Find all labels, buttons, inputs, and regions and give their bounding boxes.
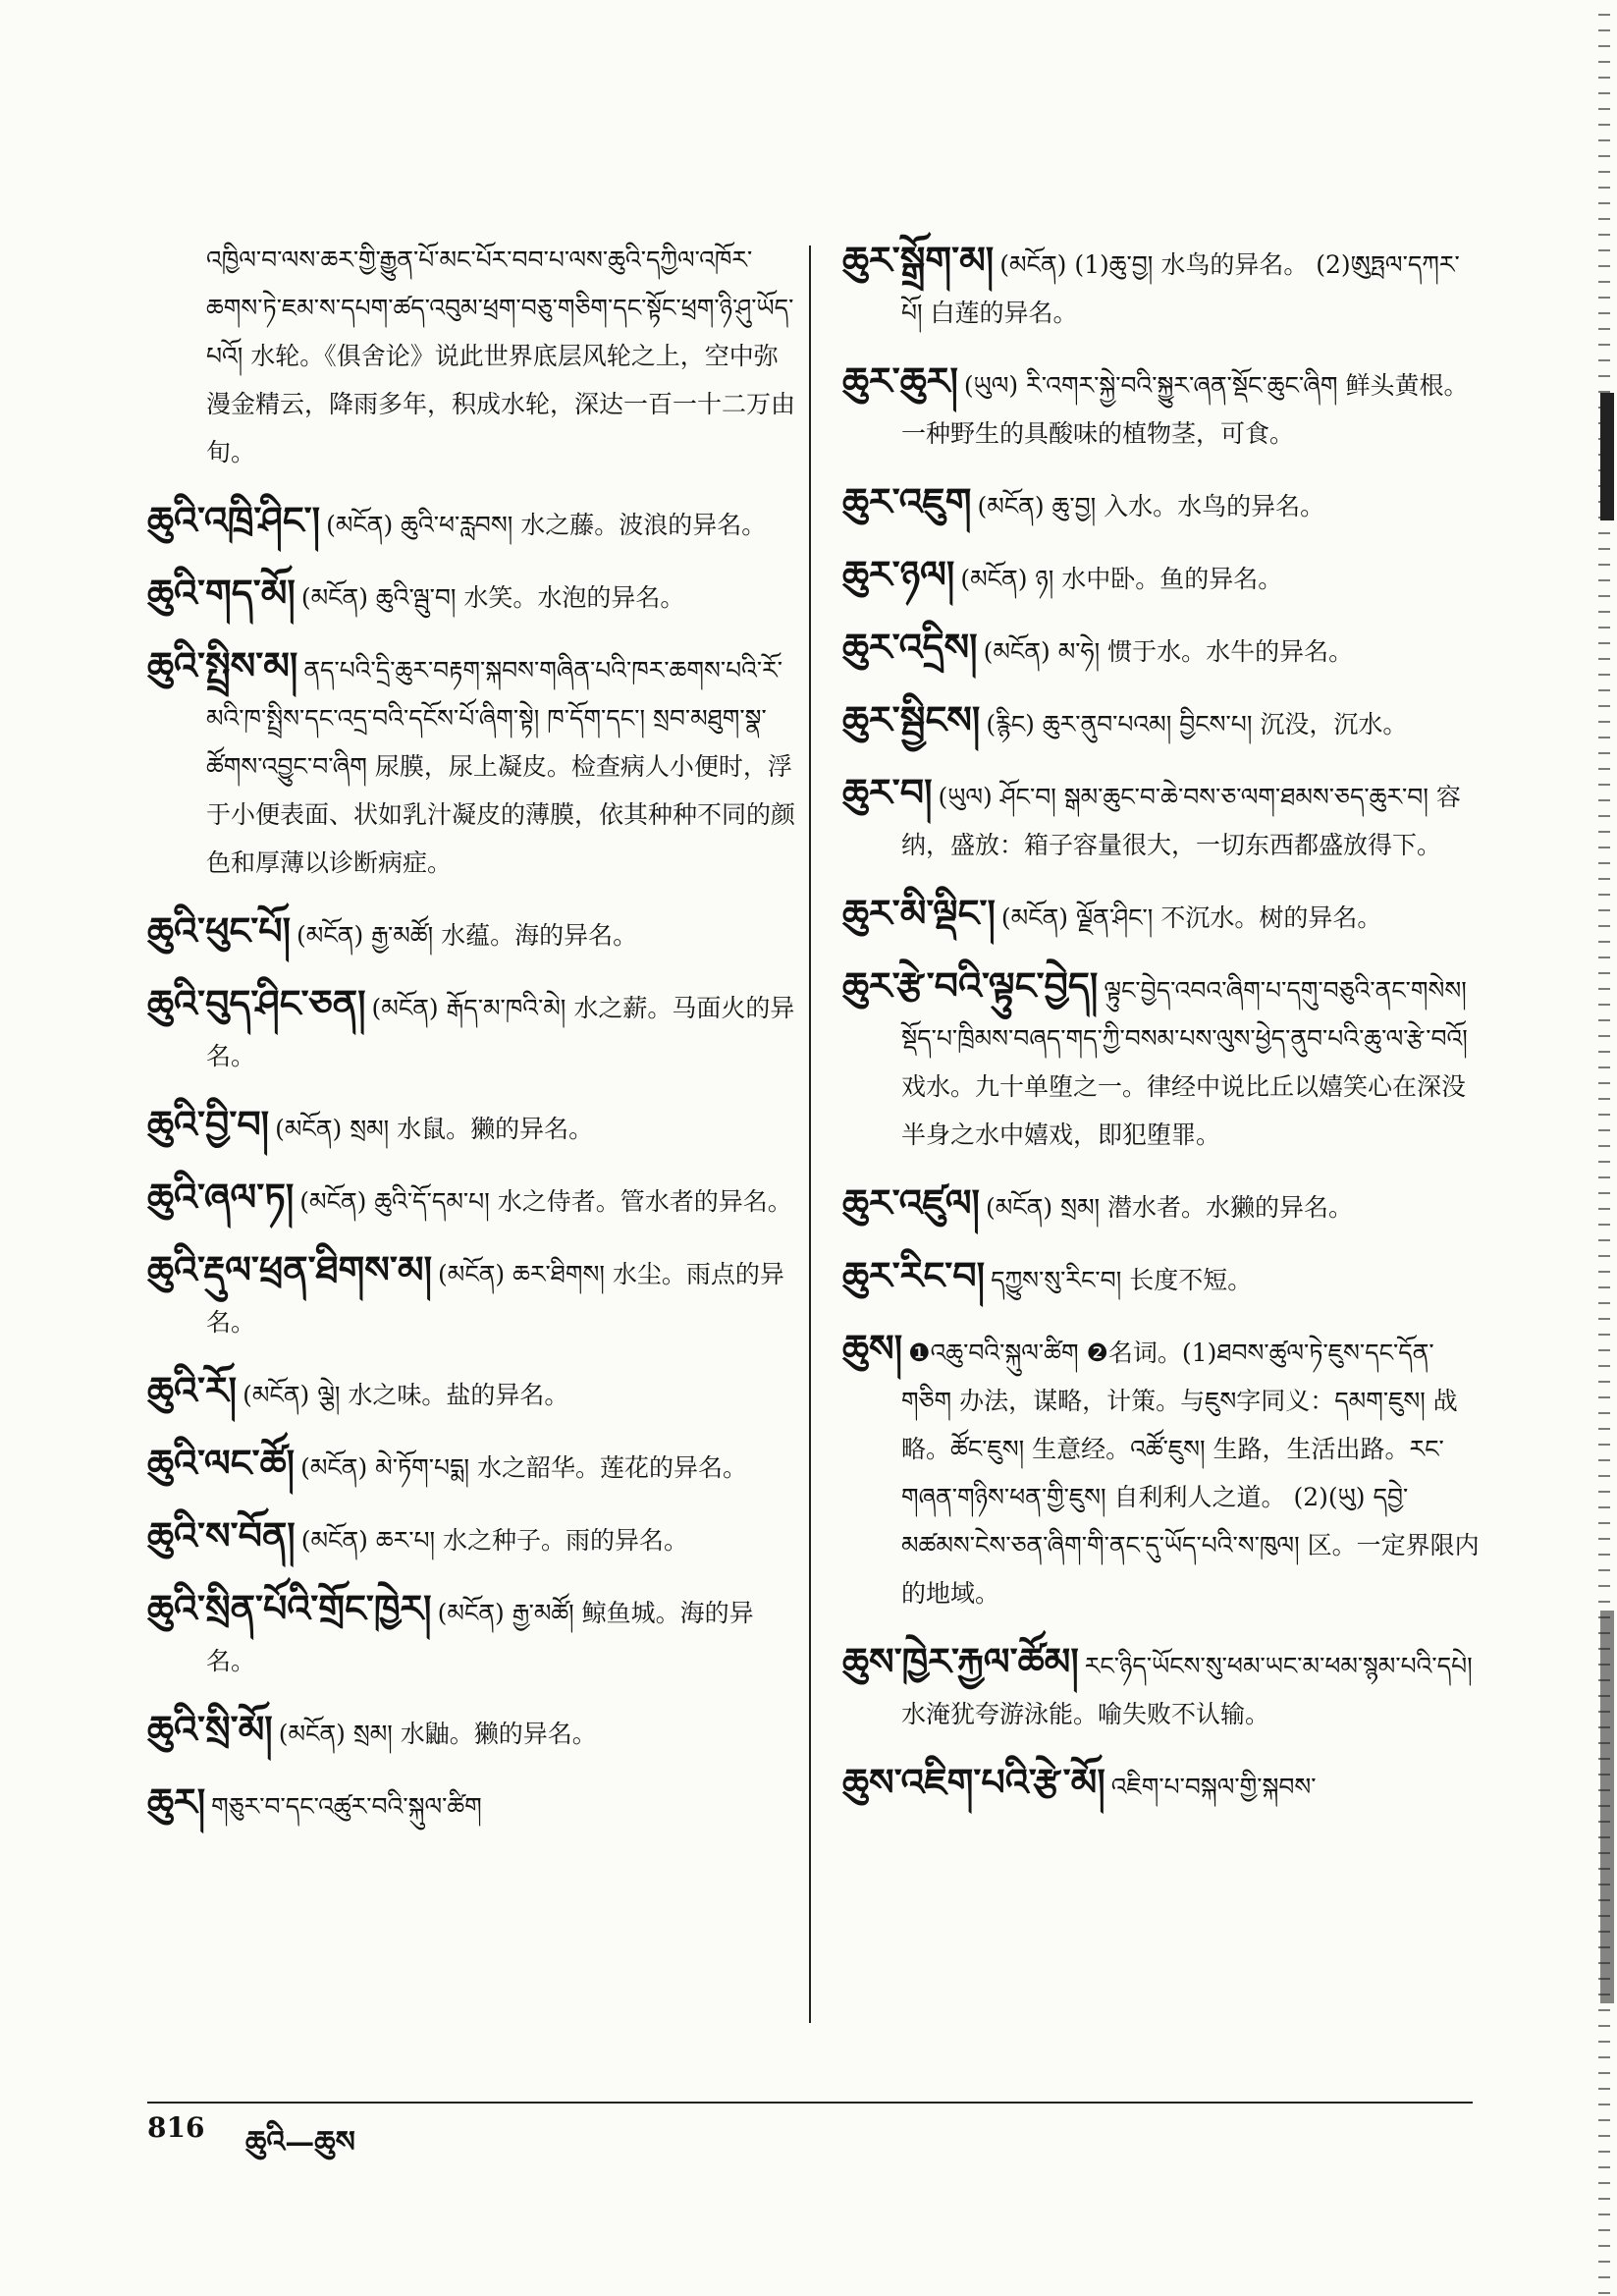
dictionary-entry xyxy=(842,768,1481,869)
entry-headword: ཆུའི་བུད་ཤིང་ཅན། xyxy=(147,981,366,1025)
entry-gloss: 容纳，盛放：箱子容量很大，一切东西都盛放得下。 xyxy=(901,783,1461,859)
entry-gloss: 水之薪。马面火的异名。 xyxy=(206,994,795,1070)
entry-gloss: 水鸟的异名。 (2)ཨུཏྤལ་དཀར་པོ། 白莲的异名。 xyxy=(901,250,1460,327)
entry-headword: ཆུར། xyxy=(147,1779,206,1824)
entry-headword: ཆུའི་ཕུང་པོ། xyxy=(147,908,292,953)
dictionary-entry xyxy=(842,550,1481,603)
entry-gloss: 鲜头黄根。一种野生的具酸味的植物茎，可食。 xyxy=(901,371,1469,448)
entry-definition: (མངོན) ཆུའི་ཕ་རླབས། xyxy=(326,511,513,539)
entry-definition: (མངོན) ཆུའི་དོ་དམ་པ། xyxy=(299,1187,490,1216)
column-divider xyxy=(809,246,811,2023)
dictionary-entry xyxy=(147,979,795,1080)
dictionary-entry xyxy=(147,1245,795,1346)
entry-definition: (མངོན) མ་ཧེ། xyxy=(983,637,1101,666)
entry-headword: ཆུར་བ། xyxy=(842,770,933,814)
entry-definition: འཁྱིལ་བ་ལས་ཆར་གྱི་རྒྱུན་པོ་མང་པོར་བབ་པ་ལས་ཆུའི་དཀྱིལ་འཁོར་ཆགས་ཏེ་ཇམ་ས་དཔག་ཚད་འབུམ་ཕྲག་བཅུ་གཅིག་དང་སྟོང་ཕྲག་ཉི་ཤུ་ཡོད་པའོ། xyxy=(206,246,794,370)
entry-gloss: 水笑。水泡的异名。 xyxy=(463,583,685,612)
entry-gloss: 水鼠。獭的异名。 xyxy=(397,1115,594,1143)
entry-headword: ཆུར་སྒྲོག་མ། xyxy=(842,238,995,282)
entry-gloss: 水之种子。雨的异名。 xyxy=(443,1526,689,1555)
entry-definition: ལྟུང་བྱེད་འབའ་ཞིག་པ་དགུ་བཅུའི་ནང་གསེས། སྡོད་པ་ཁྲིམས་བཞད་གད་ཀྱི་བསམ་པས་ལུས་ཕྱེད་ནུབ་པའི་ཆུ་ལ་རྩེ་བའོ། xyxy=(901,976,1468,1053)
dictionary-entry xyxy=(147,906,795,959)
entry-definition: (མངོན) ཆུ་བྱ། xyxy=(977,492,1097,520)
dictionary-entry xyxy=(147,1366,795,1419)
entry-gloss: 沉没，沉水。 xyxy=(1260,710,1408,738)
margin-band xyxy=(1600,393,1614,520)
entry-definition: ནད་པའི་དྲི་ཆུར་བརྟག་སྐབས་གཞིན་པའི་ཁར་ཆགས་པའི་རོ་མའི་ཁ་སྤྲིས་དང་འདྲ་བའི་དངོས་པོ་ཞིག་སྟེ། ཁ་དོག་དང་། སྲབ་མཐུག་སྣ་ཚོགས་འབྱུང་བ་ཞིག xyxy=(206,656,783,781)
dictionary-entry xyxy=(147,496,795,549)
dictionary-entry xyxy=(147,1777,795,1831)
entry-definition: (མངོན) ལྗོན་ཤིང་། xyxy=(1000,903,1154,932)
entry-gloss: 水之味。盐的异名。 xyxy=(348,1381,569,1409)
entry-gloss: 鲸鱼城。海的异名。 xyxy=(206,1599,754,1675)
entry-definition: (ཡུལ) རི་འགར་སྐྱེ་བའི་སྐྱུར་ཞན་སྡོང་ཆུང་ཞིག xyxy=(963,371,1338,400)
dictionary-entry xyxy=(147,1705,795,1758)
entry-definition: (མངོན) མེ་ཏོག་པདྨ། xyxy=(300,1453,470,1482)
entry-definition: ❶འཆུ་བའི་སྐུལ་ཚིག ❷名词。(1)ཐབས་ཚུལ་ཏེ་ཇུས་དང་དོན་གཅིག xyxy=(901,1339,1434,1415)
entry-gloss: 办法，谋略，计策。与ཇུས字同义：དམག་ཇུས། 战略。ཚོང་ཇུས། 生意经。འཚོ་ཇུས། 生路，生活出路。རང་གཞན་གཉིས་ཕན་གྱི་ཇུས། 自利利人之道。 (2)(ཡུ) དབྱེ་མཚམས་ངེས་ཅན་ཞིག་གི་ནང་དུ་ཡོད་པའི་ས་ཁུལ། 区。一定界限内的地域。 xyxy=(901,1387,1480,1608)
entry-definition: (མངོན) ཆར་པ། xyxy=(300,1526,436,1555)
dictionary-entry xyxy=(147,1584,795,1685)
entry-headword: ཆུར་ཉལ། xyxy=(842,552,955,596)
entry-definition: འཇིག་པ་བསྐལ་གྱི་སྐབས་ xyxy=(1110,1773,1317,1801)
entry-headword: ཆུར་འདྲིས། xyxy=(842,625,978,669)
entry-headword: ཆུའི་ལང་ཚོ། xyxy=(147,1441,296,1485)
entry-definition: (ཡུལ) ཤོང་བ། སྒམ་ཆུང་བ་ཆེ་བས་ཅ་ལག་ཐམས་ཅད་ཆུར་བ། xyxy=(938,783,1428,811)
entry-headword: ཆུའི་སྲིན་པོའི་གྲོང་ཁྱེར། xyxy=(147,1586,432,1630)
page-number: 816 xyxy=(147,2111,205,2144)
dictionary-entry xyxy=(842,961,1481,1159)
entry-gloss: 水之侍者。管水者的异名。 xyxy=(497,1187,792,1216)
dictionary-entry xyxy=(842,623,1481,676)
entry-gloss: 水轮。《俱舍论》说此世界底层风轮之上，空中弥漫金精云，降雨多年，积成水轮，深达一百一十二万由旬。 xyxy=(206,342,796,466)
entry-headword: ཆུའི་ས་བོན། xyxy=(147,1513,296,1558)
entry-gloss: 入水。水鸟的异名。 xyxy=(1104,492,1325,520)
left-column xyxy=(147,236,795,1850)
entry-headword: ཆུའི་གད་མོ། xyxy=(147,571,296,615)
entry-gloss: 水尘。雨点的异名。 xyxy=(206,1260,784,1337)
entry-headword: ཆུའི་སྲི་མོ། xyxy=(147,1707,273,1751)
entry-gloss: 水鼬。獭的异名。 xyxy=(400,1720,597,1748)
entry-headword: ཆུར་མི་ལྡིང་། xyxy=(842,891,996,935)
entry-gloss: 水淹犹夸游泳能。喻失败不认输。 xyxy=(901,1700,1270,1728)
entry-gloss: 长度不短。 xyxy=(1129,1266,1253,1294)
dictionary-entry xyxy=(147,1511,795,1564)
entry-headword: ཆུར་རྩེ་བའི་ལྟུང་བྱེད། xyxy=(842,963,1099,1008)
entry-definition: (རྙིང) ཆུར་ནུབ་པའམ། བྱིངས་པ། xyxy=(986,710,1253,738)
dictionary-entry xyxy=(842,1178,1481,1231)
entry-headword: ཆུའི་འཁྲི་ཤིང་། xyxy=(147,498,321,542)
entry-gloss: 不沉水。树的异名。 xyxy=(1160,903,1382,932)
entry-gloss: 水蕴。海的异名。 xyxy=(441,921,638,950)
entry-definition: དཀྱུས་སུ་རིང་བ། xyxy=(991,1266,1122,1294)
right-column xyxy=(842,236,1481,1831)
dictionary-entry xyxy=(147,236,795,476)
dictionary-entry xyxy=(842,695,1481,748)
entry-definition: (མངོན) (1)ཆུ་བྱ། xyxy=(999,250,1154,279)
entry-headword: ཆུས་འཇིག་པའི་རྩེ་མོ། xyxy=(842,1760,1105,1804)
entry-headword: ཆུའི་རོ། xyxy=(147,1368,238,1412)
entry-definition: (མངོན) སྲམ། xyxy=(985,1193,1101,1222)
entry-headword: ཆུའི་སྤྲིས་མ། xyxy=(147,643,298,687)
dictionary-entry xyxy=(147,1100,795,1153)
entry-definition: གཅུར་བ་དང་འཚུར་བའི་སྐུལ་ཚིག xyxy=(211,1792,482,1821)
entry-gloss: 潜水者。水獭的异名。 xyxy=(1107,1193,1354,1222)
entry-headword: ཆུས་ཁྱེར་རྐྱལ་ཚོམ། xyxy=(842,1639,1079,1683)
entry-definition: (མངོན) ལྕེ། xyxy=(243,1381,341,1409)
entry-definition: (མངོན) ཆུའི་ལྦུ་བ། xyxy=(300,583,457,612)
entry-headword: ཆུས། xyxy=(842,1326,903,1370)
entry-headword: ཆུར་ཆུར། xyxy=(842,358,958,403)
dictionary-entry xyxy=(842,1758,1481,1811)
entry-gloss: 水中卧。鱼的异名。 xyxy=(1061,565,1283,593)
dictionary-entry xyxy=(147,641,795,887)
dictionary-entry xyxy=(147,1439,795,1492)
entry-definition: (མངོན) སྲམ། xyxy=(278,1720,393,1748)
dictionary-entry xyxy=(842,356,1481,458)
entry-headword: ཆུར་རིང་བ། xyxy=(842,1253,986,1297)
entry-definition: (མངོན) ཆར་ཐིགས། xyxy=(438,1260,605,1288)
margin-band xyxy=(1600,1611,1614,2003)
dictionary-entry xyxy=(842,1324,1481,1617)
dictionary-entry xyxy=(147,1173,795,1226)
entry-definition: (མངོན) ཉ། xyxy=(960,565,1054,593)
entry-headword: ཆུའི་ཞལ་ཏ། xyxy=(147,1175,295,1219)
dictionary-entry xyxy=(842,236,1481,337)
entry-gloss: 戏水。九十单堕之一。律经中说比丘以嬉笑心在深没半身之水中嬉戏，即犯堕罪。 xyxy=(901,1072,1467,1149)
entry-definition: རང་ཉིད་ཡོངས་སུ་ཕམ་ཡང་མ་ཕམ་སྙམ་པའི་དཔེ། xyxy=(1084,1652,1473,1680)
entry-definition: (མངོན) རྒྱ་མཚོ། xyxy=(296,921,434,950)
entry-gloss: 惯于水。水牛的异名。 xyxy=(1107,637,1354,666)
entry-gloss: 尿膜，尿上凝皮。检查病人小便时，浮于小便表面、状如乳汁凝皮的薄膜，依其种种不同的颜色和厚薄以诊断病症。 xyxy=(206,752,796,877)
entry-headword: ཆུའི་བྱི་བ། xyxy=(147,1102,270,1146)
dictionary-entry xyxy=(842,477,1481,530)
footer-rule xyxy=(147,2102,1473,2104)
entry-headword: ཆུའི་རྡུལ་ཕྲན་ཐིགས་མ། xyxy=(147,1247,433,1291)
entry-gloss: 水之藤。波浪的异名。 xyxy=(520,511,767,539)
entry-headword: ཆུར་འཛུལ། xyxy=(842,1180,980,1225)
dictionary-entry xyxy=(842,889,1481,942)
running-head: ཆུའི—ཆུས xyxy=(245,2125,355,2159)
entry-definition: (མངོན) སྲམ། xyxy=(275,1115,390,1143)
entry-headword: ཆུར་སྦྱིངས། xyxy=(842,697,981,741)
entry-definition: (མངོན) རྒྱ་མཚོ། xyxy=(437,1599,574,1627)
entry-headword: ཆུར་འཇུག xyxy=(842,479,972,523)
dictionary-entry xyxy=(842,1637,1481,1738)
entry-definition: (མངོན) རྒོད་མ་ཁའི་མེ། xyxy=(371,994,566,1022)
entry-gloss: 水之韶华。莲花的异名。 xyxy=(477,1453,748,1482)
dictionary-entry xyxy=(147,569,795,622)
dictionary-entry xyxy=(842,1251,1481,1304)
